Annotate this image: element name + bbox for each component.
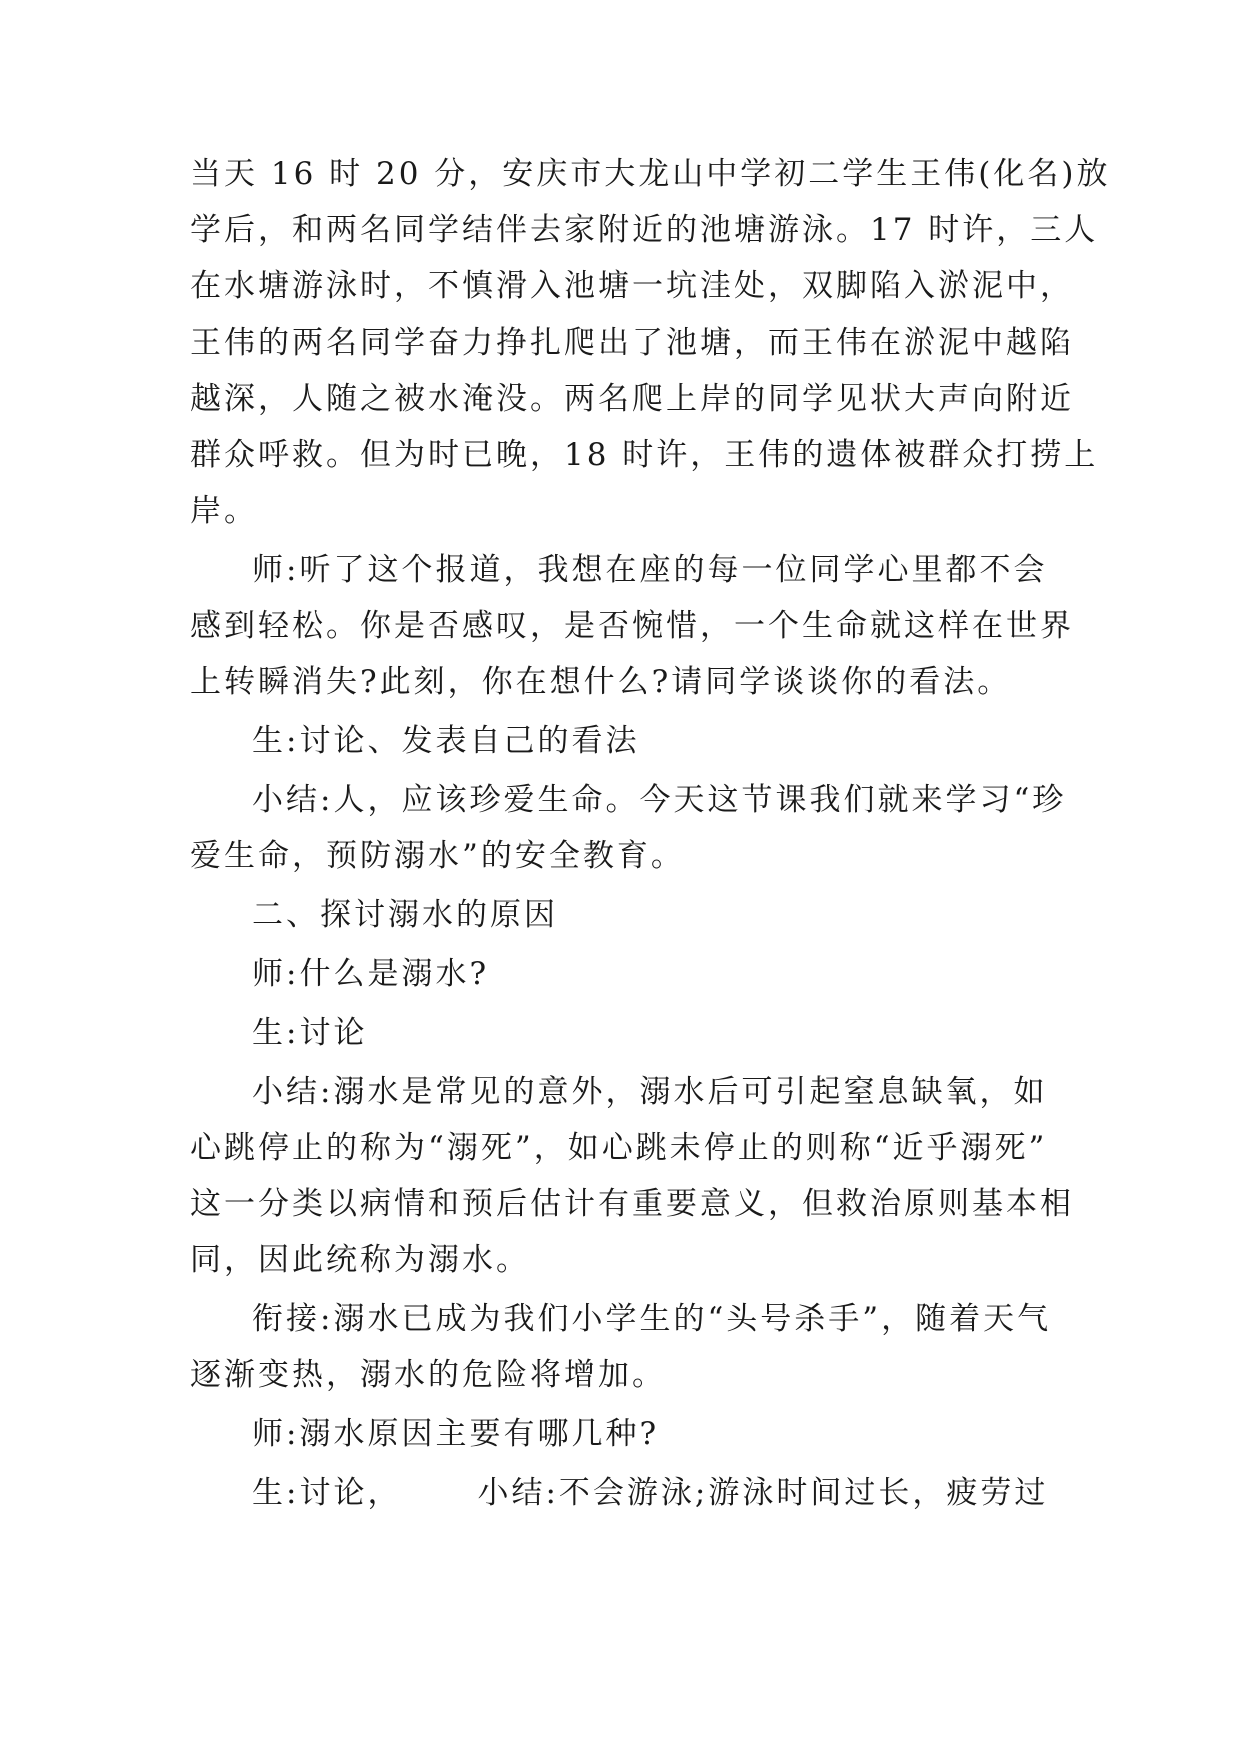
paragraph-line: 学后，和两名同学结伴去家附近的池塘游泳。17 时许，三人 bbox=[190, 212, 1099, 248]
paragraph-line: 师:溺水原因主要有哪几种? bbox=[252, 1416, 660, 1452]
last-line-left: 生:讨论， bbox=[252, 1475, 402, 1511]
last-line-right: 小结:不会游泳;游泳时间过长，疲劳过 bbox=[477, 1475, 1049, 1511]
paragraph-line: 岸。 bbox=[190, 493, 258, 529]
paragraph-line: 小结:溺水是常见的意外，溺水后可引起窒息缺氧，如 bbox=[252, 1074, 1048, 1110]
section-heading: 二、探讨溺水的原因 bbox=[252, 897, 558, 933]
paragraph-line: 感到轻松。你是否感叹，是否惋惜，一个生命就这样在世界 bbox=[190, 608, 1074, 644]
paragraph-line: 在水塘游泳时，不慎滑入池塘一坑洼处，双脚陷入淤泥中， bbox=[190, 268, 1074, 304]
paragraph-line bbox=[252, 1473, 1048, 1513]
paragraph-line: 小结:人，应该珍爱生命。今天这节课我们就来学习“珍 bbox=[252, 782, 1067, 818]
paragraph-line: 群众呼救。但为时已晚，18 时许，王伟的遗体被群众打捞上 bbox=[190, 437, 1099, 473]
paragraph-line: 逐渐变热，溺水的危险将增加。 bbox=[190, 1357, 666, 1393]
paragraph-line: 王伟的两名同学奋力挣扎爬出了池塘，而王伟在淤泥中越陷 bbox=[190, 325, 1074, 361]
paragraph-line: 衔接:溺水已成为我们小学生的“头号杀手”，随着天气 bbox=[252, 1301, 1052, 1337]
paragraph-line: 上转瞬消失?此刻，你在想什么?请同学谈谈你的看法。 bbox=[190, 664, 1012, 700]
paragraph-line: 师:听了这个报道，我想在座的每一位同学心里都不会 bbox=[252, 552, 1048, 588]
paragraph-line: 当天 16 时 20 分，安庆市大龙山中学初二学生王伟(化名)放 bbox=[190, 156, 1111, 192]
paragraph-line: 爱生命，预防溺水”的安全教育。 bbox=[190, 838, 685, 874]
paragraph-line: 心跳停止的称为“溺死”，如心跳未停止的则称“近乎溺死” bbox=[190, 1130, 1048, 1166]
paragraph-line: 这一分类以病情和预后估计有重要意义，但救治原则基本相 bbox=[190, 1186, 1074, 1222]
paragraph-line: 生:讨论、发表自己的看法 bbox=[252, 723, 640, 759]
paragraph-line: 师:什么是溺水? bbox=[252, 956, 490, 992]
paragraph-line: 越深，人随之被水淹没。两名爬上岸的同学见状大声向附近 bbox=[190, 381, 1074, 417]
paragraph-line: 生:讨论 bbox=[252, 1015, 368, 1051]
paragraph-line: 同，因此统称为溺水。 bbox=[190, 1242, 530, 1278]
